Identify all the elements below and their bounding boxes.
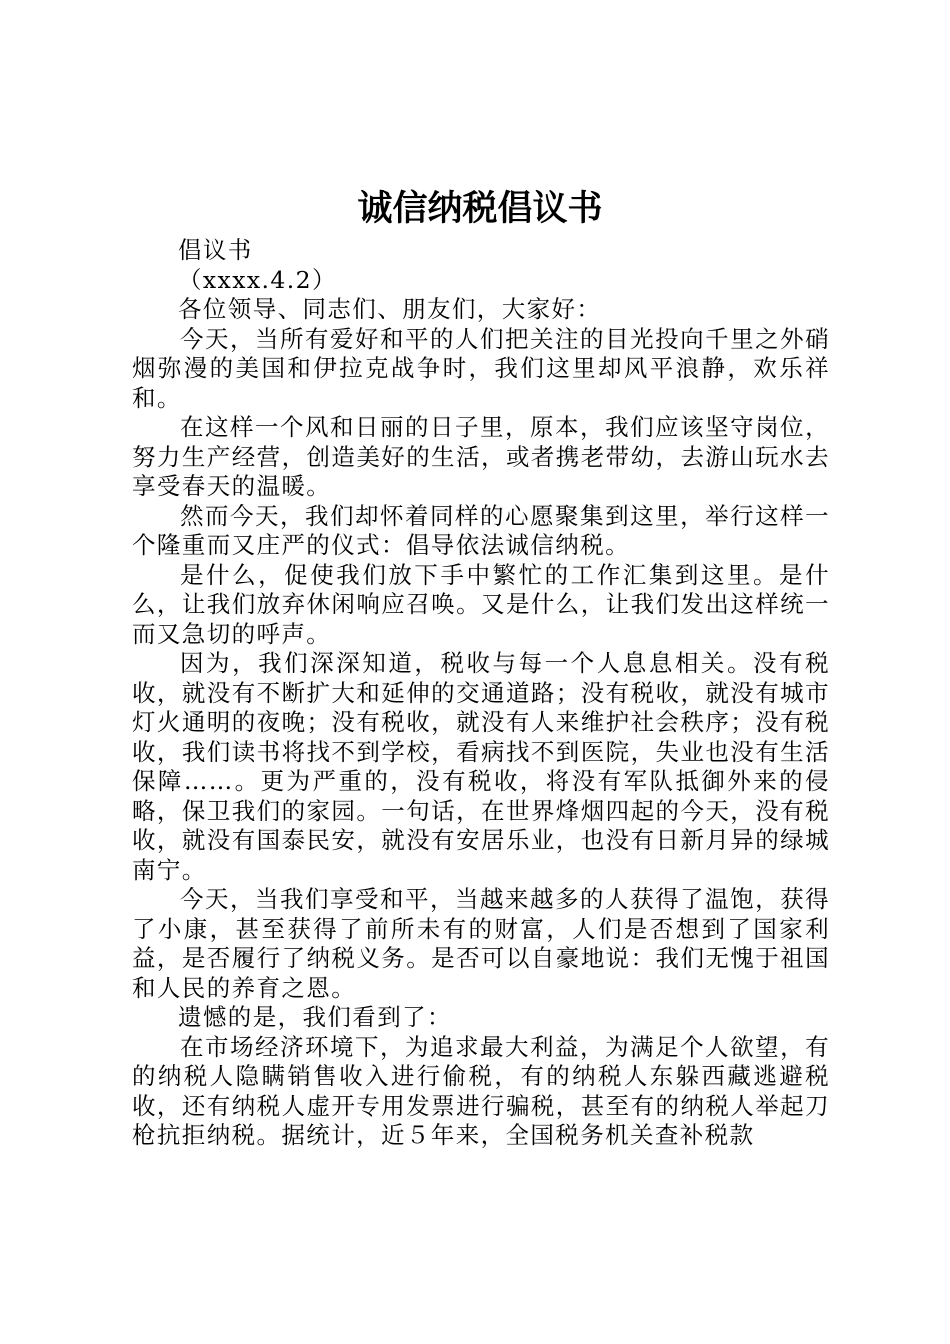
paragraph: 今天，当我们享受和平，当越来越多的人获得了温饱，获得了小康，甚至获得了前所未有的财富，人们是否想到了国家利益，是否履行了纳税义务。是否可以自豪地说：我们无愧于祖国和人民的养育之恩。 [132, 885, 830, 1002]
paragraph: 因为，我们深深知道，税收与每一个人息息相关。没有税收，就没有不断扩大和延伸的交通道路；没有税收，就没有城市灯火通明的夜晚；没有税收，就没有人来维护社会秩序；没有税收，我们读书将找不到学校，看病找不到医院，失业也没有生活保障……。更为严重的，没有税收，将没有军队抵御外来的侵略，保卫我们的家园。一句话，在世界烽烟四起的今天，没有税收，就没有国泰民安，就没有安居乐业，也没有日新月异的绿城南宁。 [132, 649, 830, 884]
paragraph: 是什么，促使我们放下手中繁忙的工作汇集到这里。是什么，让我们放弃休闲响应召唤。又是什么，让我们发出这样统一而又急切的呼声。 [132, 560, 830, 648]
paragraph: 今天，当所有爱好和平的人们把关注的目光投向千里之外硝烟弥漫的美国和伊拉克战争时，我们这里却风平浪静，欢乐祥和。 [132, 324, 830, 412]
paragraph: 在这样一个风和日丽的日子里，原本，我们应该坚守岗位，努力生产经营，创造美好的生活，或者携老带幼，去游山玩水去享受春天的温暖。 [132, 413, 830, 500]
paragraph-heading: 倡议书 [178, 236, 253, 264]
paragraph: 在市场经济环境下，为追求最大利益，为满足个人欲望，有的纳税人隐瞒销售收入进行偷税，有的纳税人东躲西藏逃避税收，还有纳税人虚开专用发票进行骗税，甚至有的纳税人举起刀枪抗拒纳税。据统计，近５年来，全国税务机关查补税款 [132, 1032, 830, 1149]
document-body [132, 236, 830, 1151]
paragraph: 遗憾的是，我们看到了： [178, 1003, 452, 1031]
paragraph: 然而今天，我们却怀着同样的心愿聚集到这里，举行这样一个隆重而又庄严的仪式：倡导依法诚信纳税。 [132, 501, 830, 559]
paragraph-salutation: 各位领导、同志们、朋友们，大家好： [178, 295, 602, 323]
document-title: 诚信纳税倡议书 [357, 188, 603, 229]
paragraph-date: （xxxx.4.2） [178, 265, 337, 294]
